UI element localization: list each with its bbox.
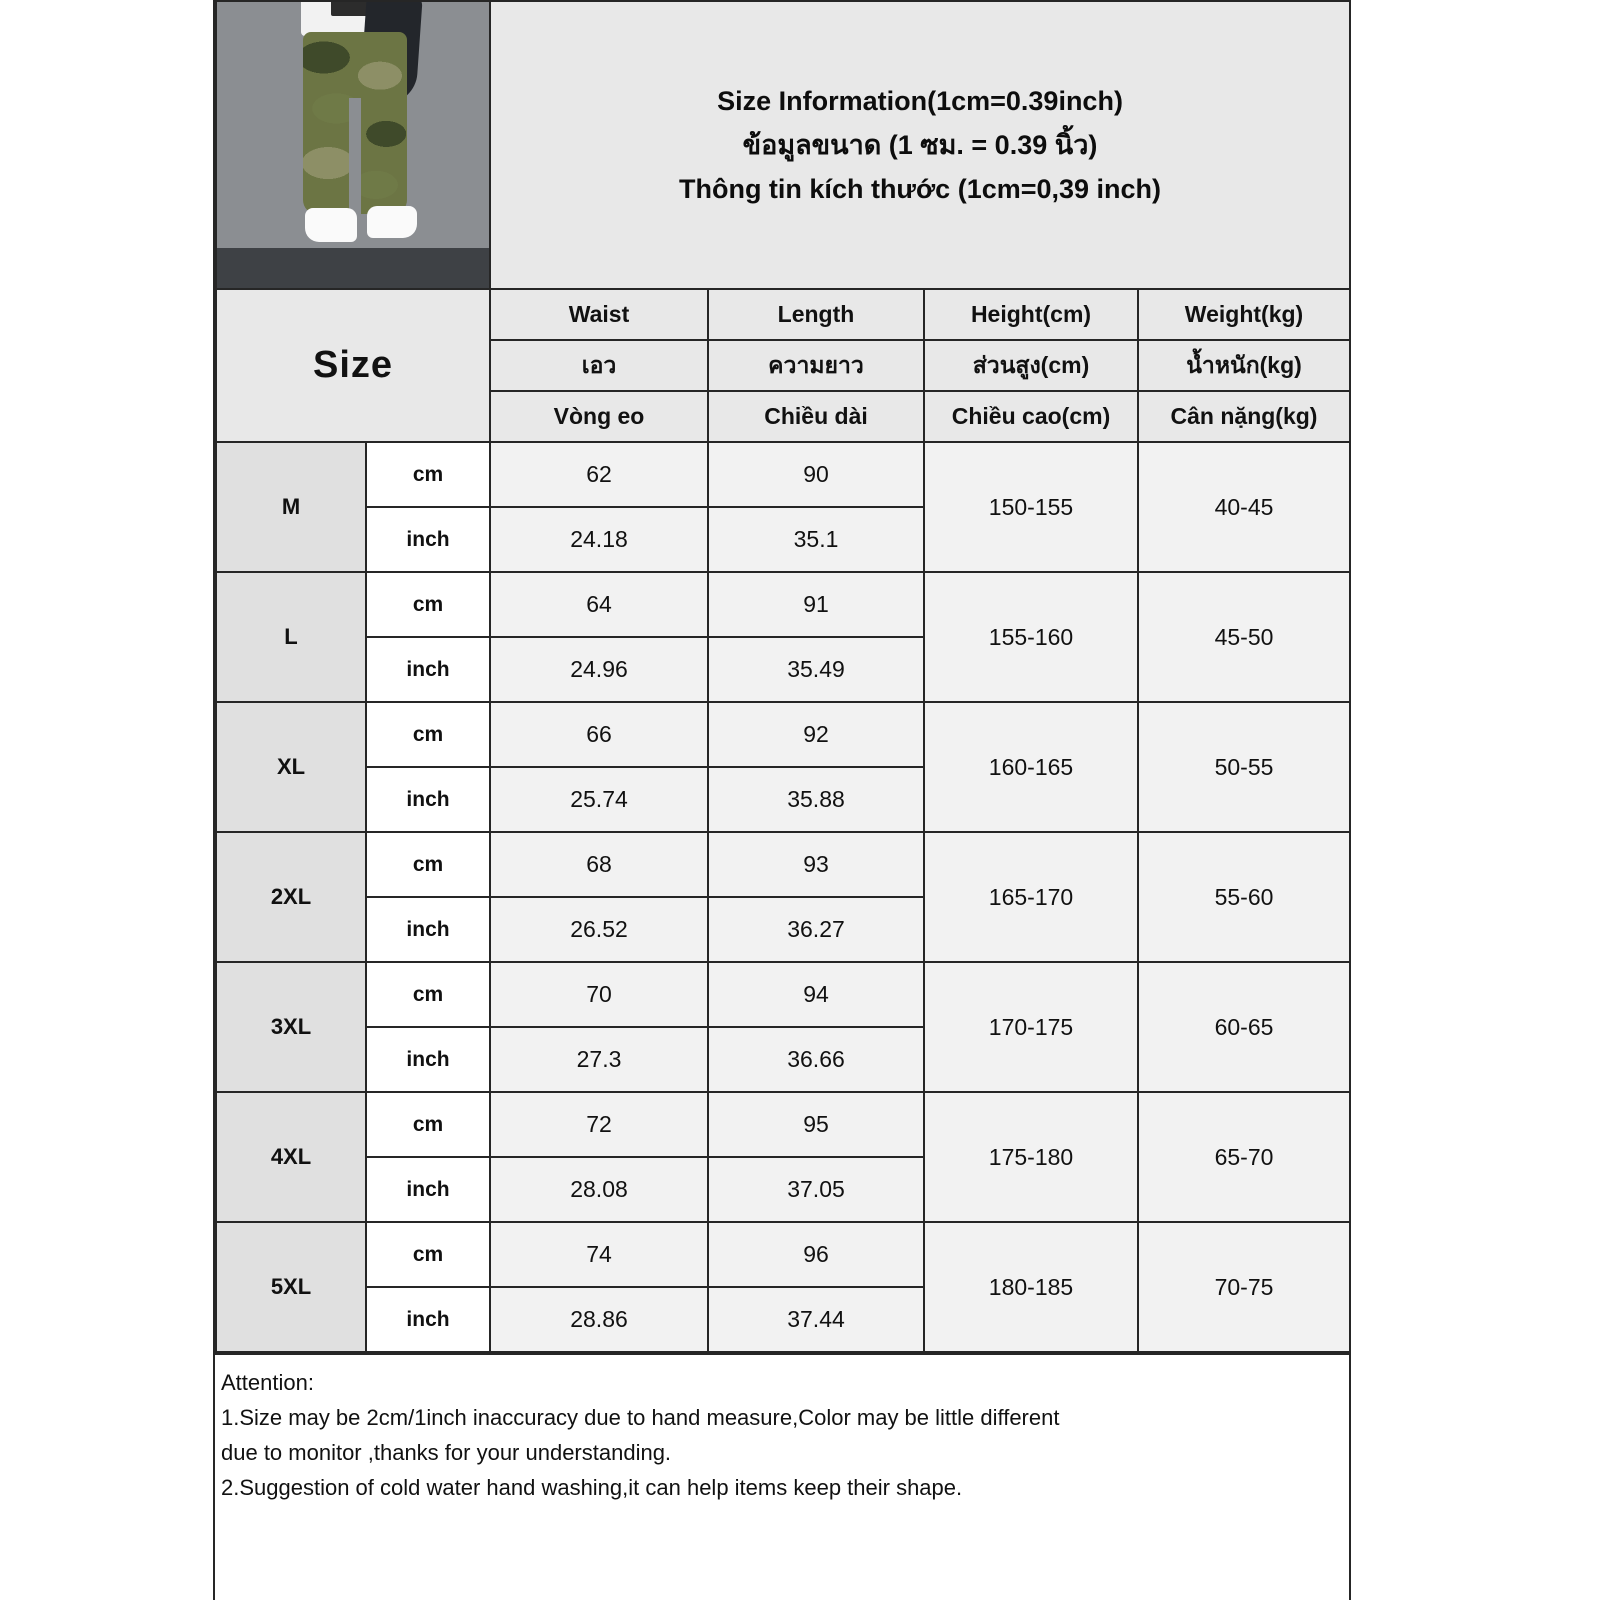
attention-heading: Attention: [221, 1370, 314, 1395]
attention-line-2: due to monitor ,thanks for your understanding. [221, 1440, 672, 1465]
row-waist-cm: 66 [490, 702, 708, 767]
row-height: 170-175 [924, 962, 1138, 1092]
row-unit-inch: inch [366, 507, 490, 572]
col-header-weight-th: น้ำหนัก(kg) [1138, 340, 1350, 391]
row-waist-inch: 27.3 [490, 1027, 708, 1092]
col-header-waist-th: เอว [490, 340, 708, 391]
row-length-inch: 36.27 [708, 897, 924, 962]
row-unit-inch: inch [366, 1027, 490, 1092]
col-header-height-en: Height(cm) [924, 289, 1138, 340]
row-weight: 40-45 [1138, 442, 1350, 572]
row-size-label: L [216, 572, 366, 702]
row-unit-inch: inch [366, 767, 490, 832]
row-waist-cm: 74 [490, 1222, 708, 1287]
row-weight: 45-50 [1138, 572, 1350, 702]
row-height: 165-170 [924, 832, 1138, 962]
row-waist-cm: 62 [490, 442, 708, 507]
size-chart-table [215, 0, 1351, 1353]
row-height: 160-165 [924, 702, 1138, 832]
col-header-waist-en: Waist [490, 289, 708, 340]
row-waist-inch: 25.74 [490, 767, 708, 832]
row-size-label: 2XL [216, 832, 366, 962]
row-waist-cm: 68 [490, 832, 708, 897]
row-length-inch: 35.1 [708, 507, 924, 572]
row-waist-cm: 64 [490, 572, 708, 637]
row-waist-inch: 26.52 [490, 897, 708, 962]
row-unit-cm: cm [366, 702, 490, 767]
figure-leg-gap [349, 98, 361, 216]
row-waist-inch: 24.96 [490, 637, 708, 702]
row-unit-cm: cm [366, 442, 490, 507]
row-height: 175-180 [924, 1092, 1138, 1222]
row-size-label: 3XL [216, 962, 366, 1092]
row-unit-inch: inch [366, 637, 490, 702]
row-height: 155-160 [924, 572, 1138, 702]
row-unit-inch: inch [366, 1157, 490, 1222]
table-row [216, 962, 1350, 1027]
row-weight: 50-55 [1138, 702, 1350, 832]
title-line-vi: Thông tin kích thước (1cm=0,39 inch) [678, 174, 1162, 204]
row-waist-inch: 28.08 [490, 1157, 708, 1222]
title-line-th: ข้อมูลขนาด (1 ซม. = 0.39 นิ้ว) [742, 130, 1098, 160]
col-header-weight-en: Weight(kg) [1138, 289, 1350, 340]
row-height: 150-155 [924, 442, 1138, 572]
table-row [216, 572, 1350, 637]
col-header-weight-vi: Cân nặng(kg) [1138, 391, 1350, 442]
row-length-inch: 35.49 [708, 637, 924, 702]
row-length-inch: 37.05 [708, 1157, 924, 1222]
figure-left-shoe-icon [305, 208, 357, 242]
size-chart-sheet [213, 0, 1351, 1600]
col-header-length-th: ความยาว [708, 340, 924, 391]
product-photo-image [217, 2, 489, 288]
row-length-cm: 96 [708, 1222, 924, 1287]
row-length-cm: 94 [708, 962, 924, 1027]
attention-block [215, 1353, 1349, 1505]
header-row [216, 1, 1350, 289]
row-size-label: XL [216, 702, 366, 832]
row-height: 180-185 [924, 1222, 1138, 1352]
row-waist-inch: 24.18 [490, 507, 708, 572]
row-unit-cm: cm [366, 572, 490, 637]
table-row [216, 1222, 1350, 1287]
title-line-en: Size Information(1cm=0.39inch) [717, 86, 1123, 116]
figure-right-shoe-icon [367, 206, 417, 238]
row-unit-inch: inch [366, 897, 490, 962]
row-size-label: 4XL [216, 1092, 366, 1222]
row-waist-cm: 72 [490, 1092, 708, 1157]
row-unit-cm: cm [366, 1092, 490, 1157]
row-unit-cm: cm [366, 962, 490, 1027]
col-header-waist-vi: Vòng eo [490, 391, 708, 442]
row-weight: 70-75 [1138, 1222, 1350, 1352]
row-length-cm: 93 [708, 832, 924, 897]
size-column-header: Size [216, 289, 490, 442]
attention-line-3: 2.Suggestion of cold water hand washing,it can help items keep their shape. [221, 1475, 963, 1500]
attention-line-1: 1.Size may be 2cm/1inch inaccuracy due to hand measure,Color may be little different [221, 1405, 1060, 1430]
row-weight: 65-70 [1138, 1092, 1350, 1222]
row-length-inch: 36.66 [708, 1027, 924, 1092]
column-header-row-en [216, 289, 1350, 340]
row-length-cm: 90 [708, 442, 924, 507]
row-size-label: M [216, 442, 366, 572]
row-unit-cm: cm [366, 832, 490, 897]
row-waist-cm: 70 [490, 962, 708, 1027]
product-photo [216, 1, 490, 289]
row-length-inch: 35.88 [708, 767, 924, 832]
row-length-cm: 91 [708, 572, 924, 637]
table-row [216, 832, 1350, 897]
row-waist-inch: 28.86 [490, 1287, 708, 1352]
row-length-cm: 92 [708, 702, 924, 767]
title-block [490, 1, 1350, 289]
row-unit-inch: inch [366, 1287, 490, 1352]
row-length-inch: 37.44 [708, 1287, 924, 1352]
col-header-height-th: ส่วนสูง(cm) [924, 340, 1138, 391]
row-weight: 55-60 [1138, 832, 1350, 962]
col-header-height-vi: Chiều cao(cm) [924, 391, 1138, 442]
row-length-cm: 95 [708, 1092, 924, 1157]
table-row [216, 702, 1350, 767]
row-weight: 60-65 [1138, 962, 1350, 1092]
row-unit-cm: cm [366, 1222, 490, 1287]
col-header-length-vi: Chiều dài [708, 391, 924, 442]
table-row [216, 1092, 1350, 1157]
col-header-length-en: Length [708, 289, 924, 340]
table-row [216, 442, 1350, 507]
row-size-label: 5XL [216, 1222, 366, 1352]
